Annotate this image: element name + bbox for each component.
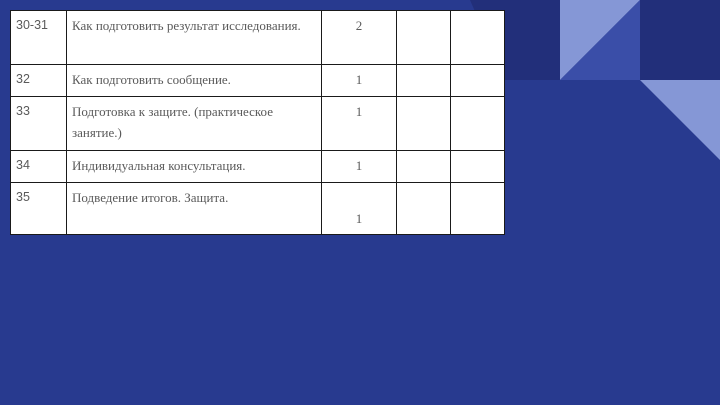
empty-cell — [451, 65, 505, 97]
lesson-hours: 1 — [322, 65, 397, 97]
table-row — [11, 65, 505, 97]
empty-cell — [451, 11, 505, 65]
empty-cell — [397, 97, 451, 151]
deco-dark-square — [640, 0, 720, 80]
empty-cell — [397, 11, 451, 65]
lesson-plan-table — [10, 10, 505, 235]
lesson-hours: 1 — [322, 97, 397, 151]
table-row — [11, 183, 505, 235]
empty-cell — [397, 183, 451, 235]
lesson-hours: 2 — [322, 11, 397, 65]
lesson-number: 30-31 — [11, 11, 67, 65]
lesson-topic: Подведение итогов. Защита. — [67, 183, 322, 235]
lesson-topic: Как подготовить сообщение. — [67, 65, 322, 97]
deco-light-triangle-right — [640, 80, 720, 160]
empty-cell — [397, 65, 451, 97]
table-row — [11, 97, 505, 151]
table-row — [11, 11, 505, 65]
empty-cell — [451, 97, 505, 151]
lesson-number: 34 — [11, 151, 67, 183]
lesson-number: 32 — [11, 65, 67, 97]
empty-cell — [397, 151, 451, 183]
lesson-number: 35 — [11, 183, 67, 235]
table-row — [11, 151, 505, 183]
lesson-topic: Как подготовить результат исследования. — [67, 11, 322, 65]
lesson-topic: Индивидуальная консультация. — [67, 151, 322, 183]
lesson-number: 33 — [11, 97, 67, 151]
lesson-hours: 1 — [322, 183, 397, 235]
empty-cell — [451, 151, 505, 183]
empty-cell — [451, 183, 505, 235]
lesson-topic: Подготовка к защите. (практическое занятие.) — [67, 97, 322, 151]
lesson-hours: 1 — [322, 151, 397, 183]
